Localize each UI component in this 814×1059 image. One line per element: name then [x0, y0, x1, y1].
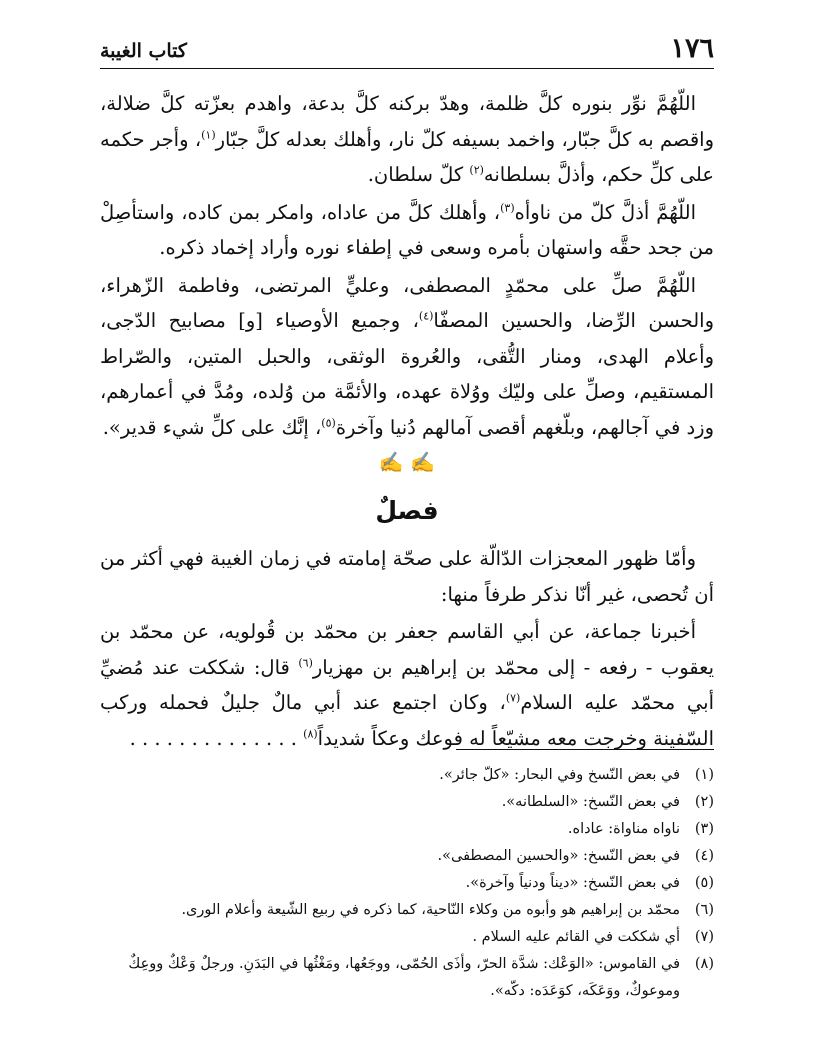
footnote-ref-2: (٢): [469, 163, 484, 177]
footnote-ref-1: (١): [201, 128, 216, 141]
footnote-item: (١) في بعض النّسخ وفي البحار: «كلّ جائر».: [439, 767, 714, 783]
paragraph-2: اللّهُمَّ أذلَّ كلّ من ناوأه$^{(٣)}$، وأهلك كلَّ من عاداه، وامكر بمن كاده، واستأصِلْ من جحد حقَّه واستهان بأمره وسعى في إطفاء نوره وأراد إخماد ذكره.: [100, 200, 714, 259]
footnote-ref-4: (٤): [418, 309, 434, 323]
paragraph-3: اللّهُمَّ صلِّ على محمّدٍ المصطفى، وعليٍّ المرتضى، وفاطمة الزّهراء، والحسن الرِّضا، والحسين المصفّا$^{(٤)}$، وجميع الأوصياء [و] مصابيح الدّجى، وأعلام الهدى، ومنار التُّقى، والعُروة الوثقى، والحبل المتين، والصّراط المستقيم، وصلِّ على وليّك ووُلاة عهده، والأئمَّة من وُلده، ومُدَّ في أعمارهم، وزد في آجالهم، وبلّغهم أقصى آمالهم دُنيا وآخرة$^{(٥)}$، إنَّك على كلِّ شيء قدير».: [100, 273, 714, 439]
footnote-item: (٢) في بعض النّسخ: «السلطانه».: [501, 794, 714, 810]
footnote-ref-7: (٧): [505, 691, 521, 705]
footnote-ref-3: (٣): [500, 201, 515, 214]
running-title: كتاب الغيبة: [100, 40, 187, 62]
section-heading: فصلٌ: [375, 496, 439, 525]
footnote-ref-5: (٥): [321, 416, 336, 429]
footnote-divider: [456, 749, 714, 750]
paragraph-5: أخبرنا جماعة، عن أبي القاسم جعفر بن محمّد بن قُولويه، عن محمّد بن يعقوب - رفعه - إلى محمّد بن إبراهيم بن مهزيار$^{(٦)}$ قال: شككت عند مُضيِّ أبي محمّد عليه السلام$^{(٧)}$، وكان اجتمع عند أبي مالٌ جليلٌ فحمله وركب السّفينة وخرجت معه مشيّعاً له فوعك وعكاً شديداً$^{(٨)}$ . . . . . . . . . . . . . .: [100, 620, 714, 750]
footnotes: [100, 762, 714, 1005]
footnote-item: (٣) ناواه مناواة: عاداه.: [567, 821, 714, 837]
ornament-pen-icon: ✍ ✍: [378, 450, 436, 474]
paragraph-4: وأمّا ظهور المعجزات الدّالّة على صحّة إمامته في زمان الغيبة فهي أكثر من أن تُحصى، غير أنّا نذكر طرفاً منها:: [100, 547, 714, 606]
footnote-item: (٨) في القاموس: «الوَعْك: شدَّة الحرّ، وأذَى الحُمّى، ووجَعُها، ومَغْثُها في البَدَنِ. ورجلٌ وَعْكٌ ووعِكٌ وموعوكٌ، ووَعَكَه، كوَعَدَه: دكّه».: [128, 956, 714, 999]
paragraph-1: اللّهُمَّ نوِّر بنوره كلَّ ظلمة، وهدّ بركنه كلَّ بدعة، واهدم بعزّته كلَّ ضلالة، واقصم به كلَّ جبّار، واخمد بسيفه كلّ نار، وأهلك بعدله كلَّ جبّار$^{(١)}$، وأجر حكمه على كلِّ حكم، وأذلَّ بسلطانه$^{(٢)}$ كلّ سلطان.: [100, 92, 714, 186]
footnote-ref-6: (٦): [298, 656, 313, 669]
page-number: ١٧٦: [670, 33, 714, 64]
main-text: [100, 86, 714, 756]
footnote-item: (٤) في بعض النّسخ: «والحسين المصطفى».: [437, 848, 714, 864]
footnote-ref-8: (٨): [303, 727, 318, 740]
footnote-item: (٥) في بعض النّسخ: «ديناً ودنياً وآخرة».: [465, 875, 714, 891]
page-header: [100, 34, 714, 69]
footnote-item: (٦) محمّد بن إبراهيم هو وأبوه من وكلاء النّاحية، كما ذكره في ربيع الشّيعة وأعلام الورى.: [181, 902, 714, 918]
footnote-item: (٧) أي شككت في القائم عليه السلام .: [472, 929, 714, 945]
